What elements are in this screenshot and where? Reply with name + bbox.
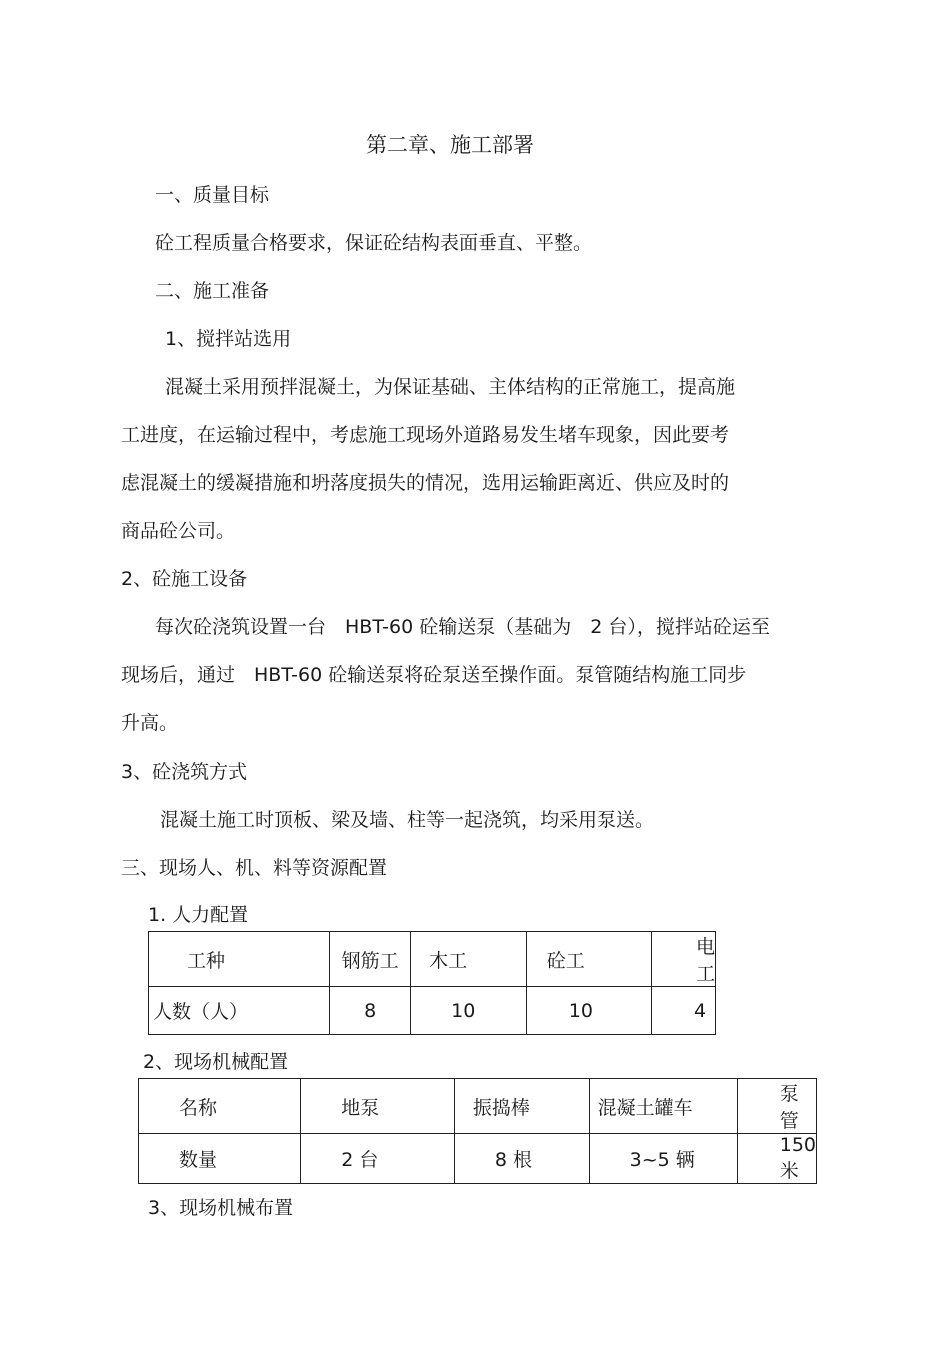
section-resources-title: 三、现场人、机、料等资源配置 [121, 857, 388, 879]
table-cell: 2 台 [301, 1134, 455, 1184]
table-cell: 10 [411, 987, 527, 1035]
table-row [149, 932, 716, 987]
table-row [139, 1134, 817, 1184]
table-cell: 电工 [651, 932, 715, 987]
paragraph-line: 升高。 [121, 712, 179, 734]
paragraph-line: 现场后，通过 HBT-60 砼输送泵将砼泵送至操作面。泵管随结构施工同步 [121, 664, 747, 686]
subsection-machinery-title: 2、现场机械配置 [143, 1051, 289, 1073]
table-cell: 泵管 [737, 1079, 816, 1134]
subsection-machinery-layout-title: 3、现场机械布置 [148, 1197, 294, 1219]
paragraph-line: 混凝土采用预拌混凝土，为保证基础、主体结构的正常施工，提高施 [165, 376, 736, 398]
table-cell: 人数（人） [149, 987, 330, 1035]
table-cell: 8 [330, 987, 411, 1035]
section-quality-goal-body: 砼工程质量合格要求，保证砼结构表面垂直、平整。 [155, 232, 593, 254]
subsection-pouring-method-title: 3、砼浇筑方式 [121, 761, 248, 783]
subsection-equipment-title: 2、砼施工设备 [121, 568, 248, 590]
section-preparation-title: 二、施工准备 [155, 280, 270, 302]
chapter-title: 第二章、施工部署 [366, 133, 534, 157]
table-cell: 3~5 辆 [589, 1134, 737, 1184]
table-cell: 地泵 [301, 1079, 455, 1134]
table-cell: 8 根 [454, 1134, 589, 1184]
subsection-mixing-station-title: 1、搅拌站选用 [165, 328, 292, 350]
table-cell: 工种 [149, 932, 330, 987]
paragraph-line: 混凝土施工时顶板、梁及墙、柱等一起浇筑，均采用泵送。 [160, 809, 655, 831]
table-cell: 数量 [139, 1134, 301, 1184]
section-quality-goal-title: 一、质量目标 [155, 184, 270, 206]
table-row [149, 987, 716, 1035]
paragraph-line: 每次砼浇筑设置一台 HBT-60 砼输送泵（基础为 2 台），搅拌站砼运至 [155, 616, 770, 638]
table-cell: 钢筋工 [330, 932, 411, 987]
table-cell: 木工 [411, 932, 527, 987]
table-cell: 混凝土罐车 [589, 1079, 737, 1134]
paragraph-line: 工进度，在运输过程中，考虑施工现场外道路易发生堵车现象，因此要考 [121, 424, 730, 446]
table-cell: 砼工 [526, 932, 651, 987]
table-cell: 10 [526, 987, 651, 1035]
paragraph-line: 虑混凝土的缓凝措施和坍落度损失的情况，选用运输距离近、供应及时的 [121, 472, 730, 494]
table-cell: 振捣棒 [454, 1079, 589, 1134]
table-cell: 150 米 [737, 1134, 816, 1184]
labor-table [148, 931, 716, 1035]
table-row [139, 1079, 817, 1134]
table-cell: 名称 [139, 1079, 301, 1134]
subsection-labor-title: 1. 人力配置 [148, 904, 249, 926]
machine-table [138, 1078, 817, 1184]
table-cell: 4 [651, 987, 715, 1035]
paragraph-line: 商品砼公司。 [121, 520, 236, 542]
